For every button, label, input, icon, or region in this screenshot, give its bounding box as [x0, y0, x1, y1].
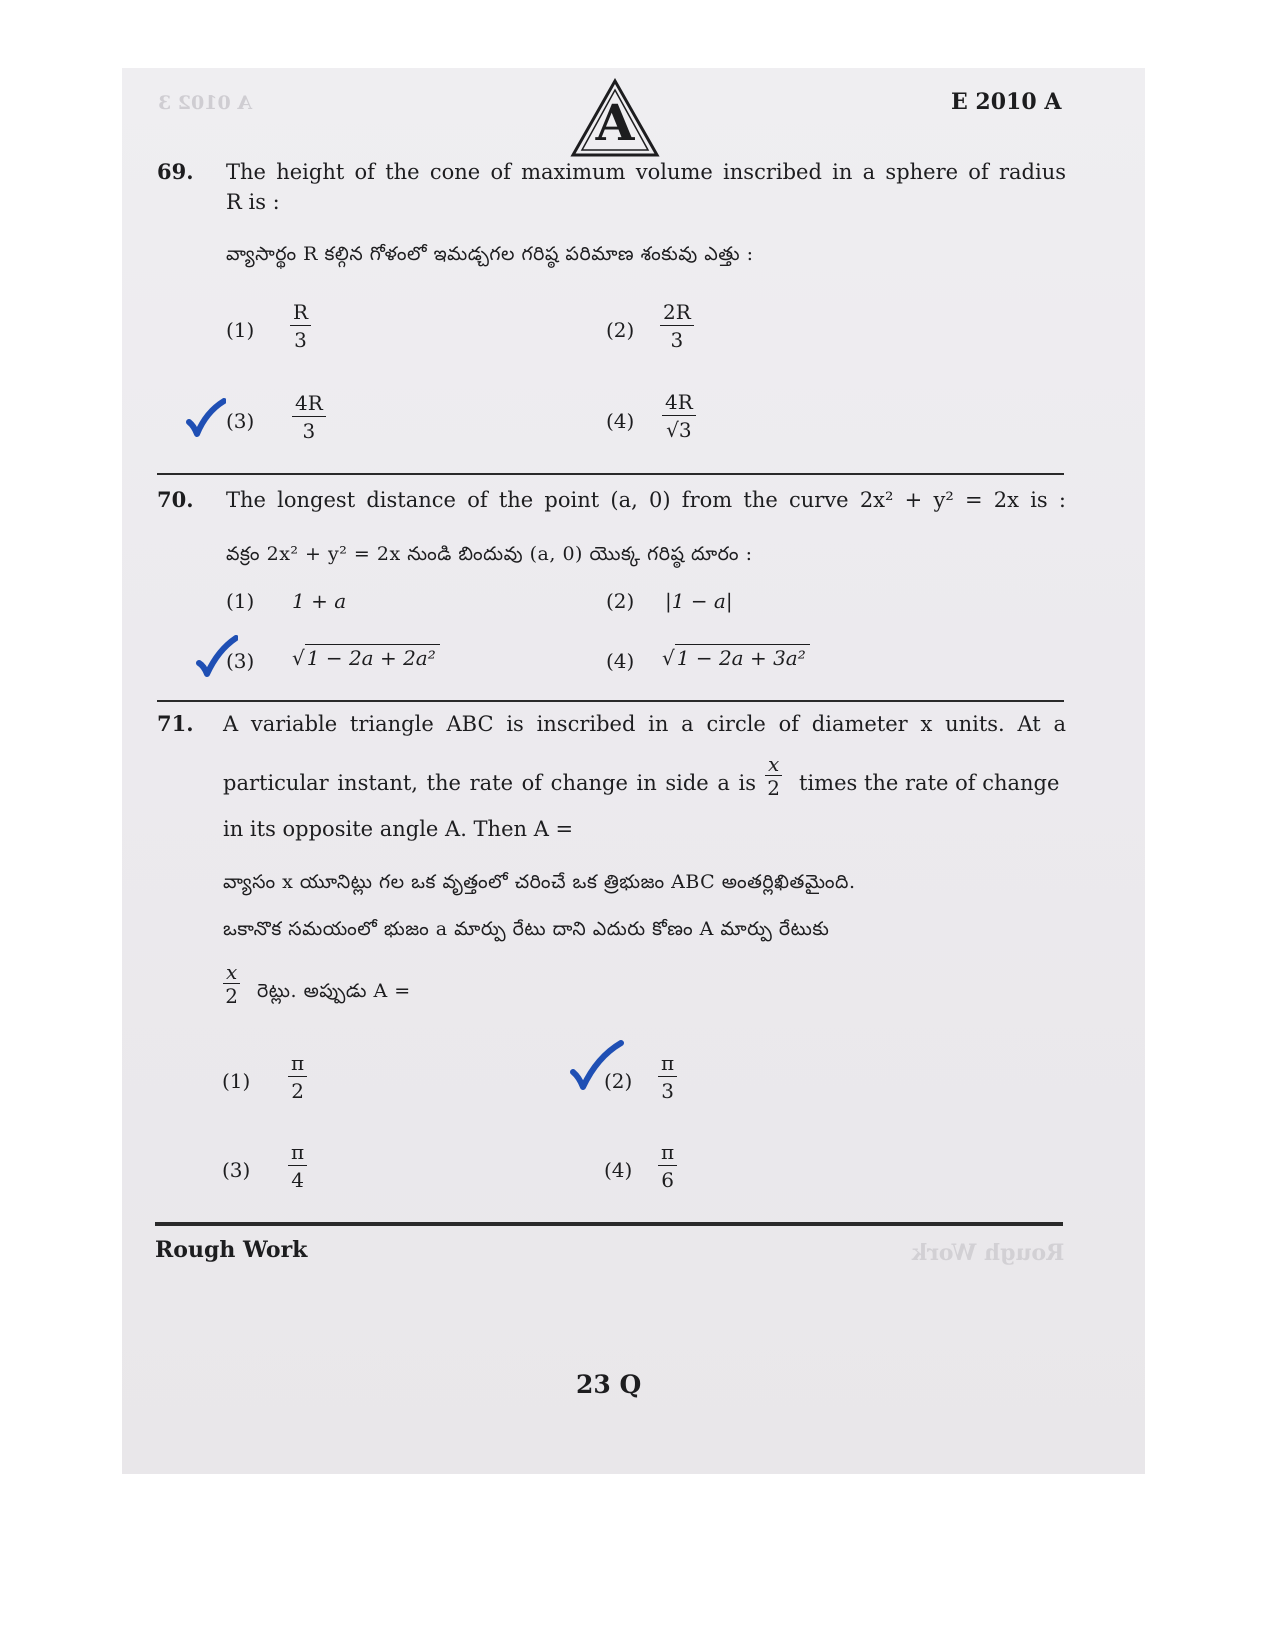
page-number: 23 Q: [576, 1370, 642, 1399]
rough-work-divider: [155, 1222, 1063, 1226]
q71-option-1-value: $\frac{\pi}{2}$: [288, 1051, 307, 1104]
answer-tick-icon: [186, 398, 226, 438]
q71-option-2-value: $\frac{\pi}{3}$: [658, 1051, 677, 1104]
q70-option-2-label: (2): [606, 589, 635, 613]
q69-option-3-label: (3): [226, 409, 255, 433]
q70-option-1-label: (1): [226, 589, 255, 613]
q71-telugu-line3: రెట్లు. అప్పుడు A =: [257, 980, 411, 1002]
q71-text-line3: in its opposite angle A. Then A =: [223, 817, 574, 841]
rough-work-label: Rough Work: [155, 1237, 308, 1263]
q69-option-1-value: $\frac{R}{3}$: [290, 300, 311, 353]
question-divider: [157, 700, 1064, 702]
q69-option-2-value: $\frac{2R}{3}$: [660, 300, 694, 353]
exam-code: E 2010 A: [951, 89, 1062, 115]
q71-telugu-line2: ఒకానొక సమయంలో భుజం a మార్పు రేటు దాని ఎదురు కోణం A మార్పు రేటుకు: [223, 918, 830, 940]
q70-option-1-value: 1 + a: [292, 589, 347, 613]
q71-option-4-value: $\frac{\pi}{6}$: [658, 1140, 677, 1193]
q71-option-1-label: (1): [222, 1069, 251, 1093]
booklet-letter: A: [595, 93, 635, 152]
q69-text-line1: The height of the cone of maximum volume inscribed in a sphere of radius: [226, 160, 1066, 184]
radical-sign: √: [292, 646, 305, 670]
q71-option-2-label: (2): [604, 1069, 633, 1093]
q70-option-3-value: √ 1 − 2a + 2a²: [292, 644, 440, 670]
q71-option-3-label: (3): [222, 1158, 251, 1182]
q70-option-3-label: (3): [226, 649, 255, 673]
q70-number: 70.: [157, 487, 194, 512]
booklet-series-logo: [570, 78, 660, 158]
q71-number: 71.: [157, 711, 194, 736]
q69-option-1-label: (1): [226, 318, 255, 342]
q69-option-4-value: $\frac{4R}{√3}$: [662, 390, 696, 443]
q69-option-2-label: (2): [606, 318, 635, 342]
q69-text-line2: R is :: [226, 190, 280, 214]
q70-text: The longest distance of the point (a, 0) from the curve 2x² + y² = 2x is :: [226, 488, 1066, 512]
q70-option-4-label: (4): [606, 649, 635, 673]
q69-telugu: వ్యాసార్థం R కల్గిన గోళంలో ఇమడ్చగల గరిష్ఠ పరిమాణ శంకువు ఎత్తు :: [226, 243, 754, 265]
q69-option-3-value: $\frac{4R}{3}$: [292, 391, 326, 444]
q70-telugu: వక్రం 2x² + y² = 2x నుండి బిందువు (a, 0) యొక్క గరిష్ఠ దూరం :: [226, 543, 753, 565]
q71-text-line2: particular instant, the rate of change in side a is: [223, 771, 756, 795]
question-divider: [157, 473, 1064, 475]
faded-rough-work-mirror: Rough Work: [912, 1240, 1065, 1266]
q71-text-line2-end: times the rate of change: [799, 771, 1060, 795]
q70-option-4-value: √ 1 − 2a + 3a²: [662, 644, 810, 670]
q71-fraction: $\frac{x}{2}$: [765, 754, 782, 799]
q70-option-2-value: |1 − a|: [665, 589, 733, 613]
q71-option-4-label: (4): [604, 1158, 633, 1182]
exam-page: [122, 68, 1145, 1474]
faded-page-code: A 0102 3: [158, 92, 253, 114]
q71-telugu-line1: వ్యాసం x యూనిట్లు గల ఒక వృత్తంలో చరించే ఒక త్రిభుజం ABC అంతర్లిఖితమైంది.: [223, 871, 856, 893]
q71-telugu-fraction: $\frac{x}{2}$: [223, 962, 240, 1007]
q71-text-line1: A variable triangle ABC is inscribed in a circle of diameter x units. At a: [223, 712, 1066, 736]
q69-option-4-label: (4): [606, 409, 635, 433]
q69-number: 69.: [157, 159, 194, 184]
radical-sign: √: [662, 646, 675, 670]
q71-option-3-value: $\frac{\pi}{4}$: [288, 1140, 307, 1193]
